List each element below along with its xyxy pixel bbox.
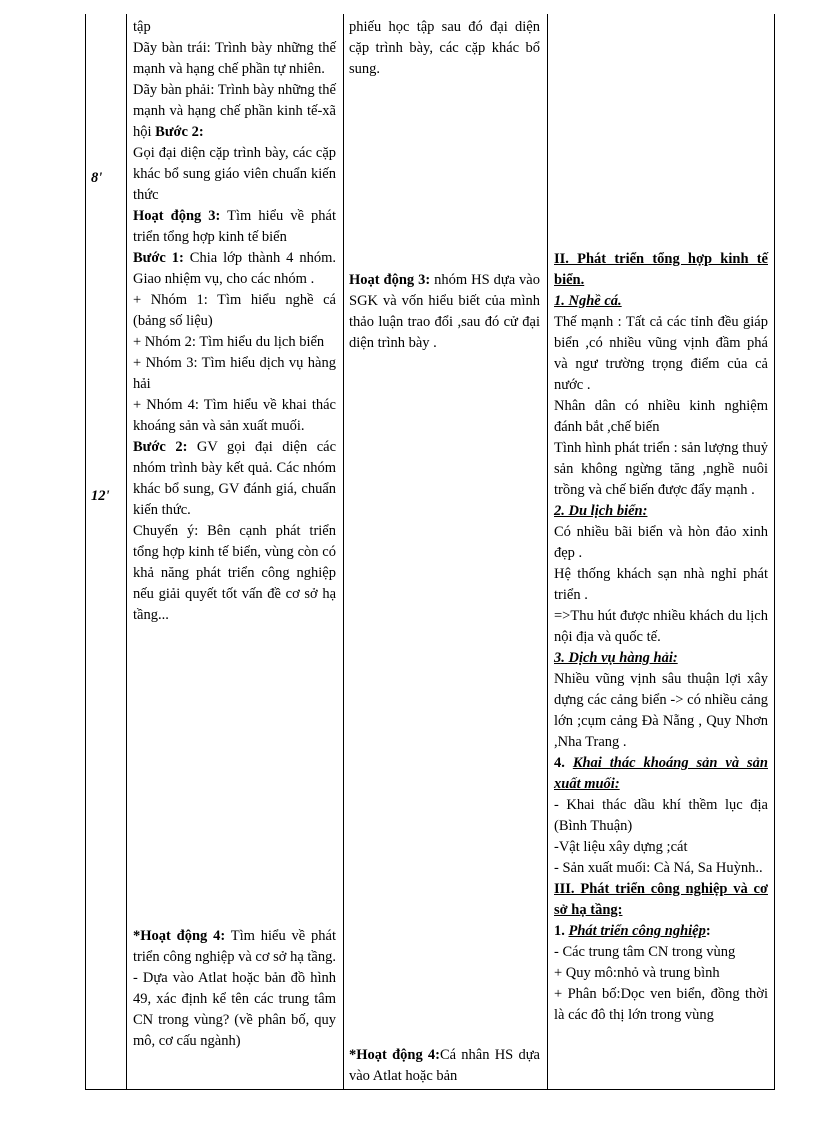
text-line: tập: [133, 19, 151, 35]
text-line: - Các trung tâm CN trong vùng: [554, 944, 736, 960]
table-divider-1: [126, 14, 127, 1090]
table-divider-3: [547, 14, 548, 1090]
activity-4-question: - Dựa vào Atlat hoặc bản đồ hình 49, xác định kể tên các trung tâm CN trong vùng? (về phân bố, quy mô, cơ cấu ngành): [133, 970, 336, 1049]
lesson-table: [85, 14, 775, 1090]
student-activity-3: [349, 270, 540, 354]
activity-3-student: Hoạt động 3: nhóm HS dựa vào SGK và vốn hiểu biết của mình thảo luận trao đổi ,sau đó cử đại diện trình bày .: [349, 272, 540, 351]
text-paragraph: Tình hình phát triển : sản lượng thuỷ sản không ngừng tăng ,nghề nuôi trồng và chế biến được đẩy mạnh .: [554, 440, 768, 498]
text-paragraph: Nhân dân có nhiều kinh nghiệm đánh bắt ,chế biến: [554, 398, 768, 435]
text-paragraph: Dãy bàn trái: Trình bày những thế mạnh và hạng chế phần tự nhiên.: [133, 40, 336, 77]
text-paragraph: Có nhiều bãi biển và hòn đảo xinh đẹp .: [554, 524, 768, 561]
text-line: + Quy mô:nhỏ và trung bình: [554, 965, 720, 981]
text-paragraph: Dãy bàn phải: Trình bày những thế mạnh và hạng chế phần kinh tế-xã hội Bước 2:: [133, 82, 336, 140]
content-column: [554, 249, 768, 1026]
table-divider-2: [343, 14, 344, 1090]
text-paragraph: Gọi đại diện cặp trình bày, các cặp khác bổ sung giáo viên chuẩn kiến thức: [133, 145, 336, 203]
activity-3-heading: Hoạt động 3: Tìm hiểu về phát triển tổng hợp kinh tế biển: [133, 208, 336, 245]
row-time-2: 12': [91, 488, 110, 504]
student-activities-column: [349, 17, 540, 80]
section-3-title: III. Phát triển công nghiệp và cơ sở hạ tầng:: [554, 881, 768, 918]
table-border-right: [774, 14, 775, 1090]
subsection-title: 2. Du lịch biển:: [554, 503, 648, 519]
activity-4-heading: *Hoạt động 4: Tìm hiểu về phát triển công nghiệp và cơ sở hạ tầng.: [133, 928, 336, 965]
text-paragraph: phiếu học tập sau đó đại diện cặp trình bày, các cặp khác bổ sung.: [349, 19, 540, 77]
section-2-title: II. Phát triển tổng hợp kinh tế biển.: [554, 251, 768, 288]
text-paragraph: Hệ thống khách sạn nhà nghỉ phát triển .: [554, 566, 768, 603]
teacher-activity-4: [133, 926, 336, 1052]
activity-4-student: *Hoạt động 4:Cá nhân HS dựa vào Atlat hoặc bản: [349, 1047, 540, 1084]
text-paragraph: =>Thu hút được nhiều khách du lịch nội địa và quốc tế.: [554, 608, 768, 645]
text-line: -Vật liệu xây dựng ;cát: [554, 839, 688, 855]
row-time-1: 8': [91, 170, 103, 186]
text-line: - Khai thác dầu khí thềm lục địa (Bình Thuận): [554, 797, 768, 834]
text-paragraph: Thế mạnh : Tất cả các tỉnh đều giáp biển ,có nhiều vũng vịnh đầm phá và ngư trường trọng điểm của cả nước .: [554, 314, 768, 393]
step-1: Bước 1: Chia lớp thành 4 nhóm. Giao nhiệm vụ, cho các nhóm .: [133, 250, 336, 287]
group-1: + Nhóm 1: Tìm hiểu nghề cá (bảng số liệu): [133, 292, 336, 329]
subsection-title: 1. Nghề cá.: [554, 293, 622, 309]
text-paragraph: Nhiều vũng vịnh sâu thuận lợi xây dựng các cảng biển -> có nhiều cảng lớn ;cụm cảng Đà Nẵng , Quy Nhơn ,Nha Trang .: [554, 671, 768, 750]
teacher-activities-column: [133, 17, 336, 626]
table-border-left: [85, 14, 86, 1090]
subsection-title: 4. Khai thác khoáng sản và sản xuất muối:: [554, 755, 768, 792]
student-activity-4: [349, 1045, 540, 1087]
group-3: + Nhóm 3: Tìm hiểu dịch vụ hàng hải: [133, 355, 336, 392]
subsection-title: 1. Phát triển công nghiệp:: [554, 923, 711, 939]
subsection-title: 3. Dịch vụ hàng hải:: [554, 650, 678, 666]
transition-text: Chuyển ý: Bên cạnh phát triển tổng hợp kinh tế biển, vùng còn có khả năng phát triển công nghiệp nếu giải quyết tốt vấn đề cơ sở hạ tầng...: [133, 523, 336, 623]
text-line: - Sản xuất muối: Cà Ná, Sa Huỳnh..: [554, 860, 763, 876]
text-line: + Phân bố:Dọc ven biển, đồng thời là các đô thị lớn trong vùng: [554, 986, 768, 1023]
step-label: Bước 2:: [155, 124, 204, 140]
group-2: + Nhóm 2: Tìm hiểu du lịch biển: [133, 334, 325, 350]
table-border-bottom: [85, 1089, 775, 1090]
step-2: Bước 2: GV gọi đại diện các nhóm trình bày kết quả. Các nhóm khác bổ sung, GV đánh giá, chuẩn kiến thức.: [133, 439, 337, 518]
group-4: + Nhóm 4: Tìm hiểu về khai thác khoáng sản và sản xuất muối.: [133, 397, 336, 434]
